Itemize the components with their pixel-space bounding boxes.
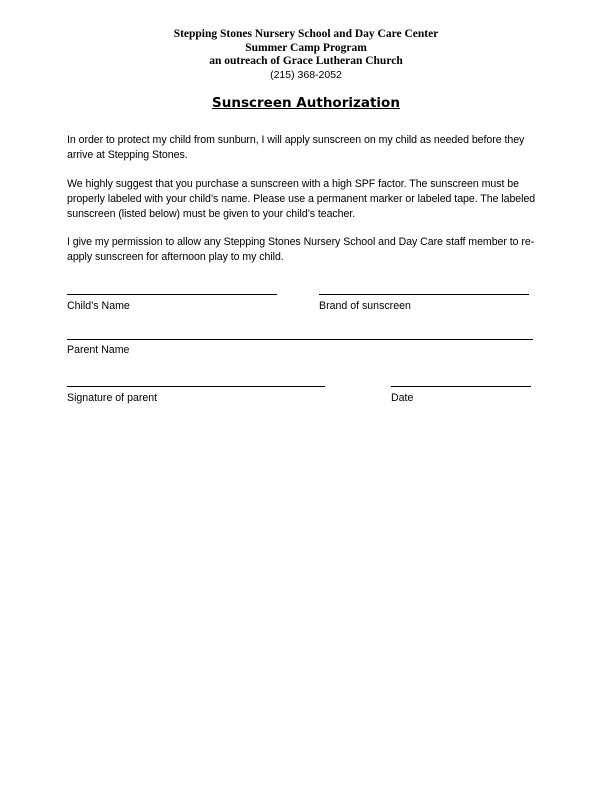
organization-name: Stepping Stones Nursery School and Day Care Center (173, 28, 439, 40)
brand-label: Brand of sunscreen (319, 300, 411, 312)
date-label: Date (391, 392, 414, 404)
signature-line[interactable] (67, 386, 325, 387)
page-title: Sunscreen Authorization (212, 95, 400, 111)
parent-name-label: Parent Name (67, 344, 130, 356)
child-name-label: Child’s Name (67, 300, 130, 312)
signature-label: Signature of parent (67, 392, 158, 404)
date-line[interactable] (391, 386, 531, 387)
child-name-line[interactable] (67, 294, 277, 295)
brand-line[interactable] (319, 294, 529, 295)
program-name: Summer Camp Program (245, 41, 367, 54)
parent-name-line[interactable] (67, 339, 533, 340)
paragraph-instructions: We highly suggest that you purchase a sunscreen with a high SPF factor. The sunscreen must be properly labeled with your child’s name. Please use a permanent marker or labeled tape. The labeled sunscreen (listed below) must be given to your child’s teacher. (67, 178, 536, 220)
phone-number: (215) 368-2052 (270, 68, 342, 81)
outreach-line: an outreach of Grace Lutheran Church (209, 55, 403, 67)
paragraph-intro: In order to protect my child from sunburn, I will apply sunscreen on my child as needed before they arrive at Stepping Stones. (67, 134, 525, 161)
paragraph-permission: I give my permission to allow any Stepping Stones Nursery School and Day Care staff member to re-apply sunscreen for afternoon play to my child. (67, 236, 535, 263)
letterhead (0, 28, 612, 82)
